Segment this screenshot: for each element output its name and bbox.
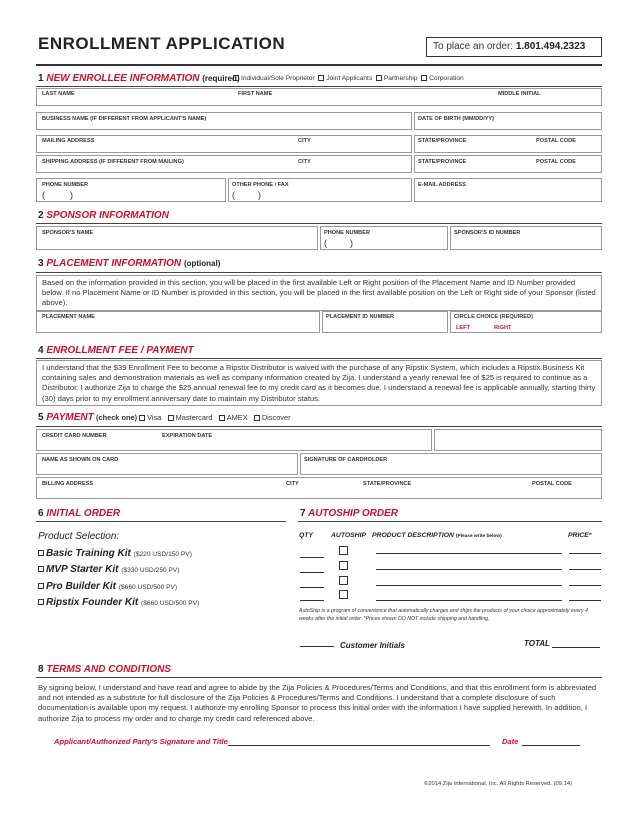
signature-label: Applicant/Authorized Party's Signature and Title	[54, 737, 228, 746]
checkbox-icon	[38, 566, 44, 572]
name-on-card-label: NAME AS SHOWN ON CARD	[42, 457, 119, 463]
product-mvp[interactable]: MVP Starter Kit ($330 USD/250 PV)	[38, 564, 179, 575]
product-founder[interactable]: Ripstix Founder Kit ($660 USD/500 PV)	[38, 597, 199, 608]
product-selection-label: Product Selection:	[38, 531, 120, 542]
placement-info-text: Based on the information provided in this section, you will be placed in the first available Left or Right position of the Placement Name and ID Number provided below. If no Placement Name or ID Number is provided in this section, you will be placed in the first available position on the Left or Right side of your Sponsor (listed above).	[42, 278, 596, 308]
checkbox-icon	[139, 415, 145, 421]
autoship-checkbox-3[interactable]	[339, 576, 348, 585]
copyright: ©2014 Zija International, Inc. All Rights Reserved. (09.14)	[424, 781, 572, 787]
autoship-checkbox-1[interactable]	[339, 546, 348, 555]
order-prefix: To place an order:	[433, 41, 514, 52]
qty-line-2[interactable]	[300, 572, 324, 573]
checkbox-icon	[318, 75, 324, 81]
checkbox-icon	[168, 415, 174, 421]
sponsor-phone-open: (	[324, 238, 327, 248]
option-individual[interactable]: Individual/Sole Proprietor	[233, 75, 315, 82]
billing-state-label: STATE/PROVINCE	[363, 481, 412, 487]
signature-line[interactable]	[228, 745, 490, 746]
price-header: PRICE*	[568, 532, 592, 539]
desc-line-2[interactable]	[376, 569, 562, 570]
checkbox-icon	[233, 75, 239, 81]
shipping-state-label: STATE/PROVINCE	[418, 159, 467, 165]
option-amex[interactable]: AMEX	[219, 413, 248, 422]
qty-header: QTY	[299, 532, 313, 539]
billing-city-label: CITY	[286, 481, 299, 487]
checkbox-icon	[376, 75, 382, 81]
section-2-heading: 2 SPONSOR INFORMATION	[38, 210, 169, 221]
mailing-city-label: CITY	[298, 138, 311, 144]
product-basic[interactable]: Basic Training Kit ($220 USD/150 PV)	[38, 548, 192, 559]
desc-line-3[interactable]	[376, 585, 562, 586]
mailing-postal-label: POSTAL CODE	[536, 138, 576, 144]
phone-label: PHONE NUMBER	[42, 182, 88, 188]
other-phone-label: OTHER PHONE / FAX	[232, 182, 289, 188]
sponsor-name-label: SPONSOR'S NAME	[42, 230, 94, 236]
date-label: Date	[502, 737, 519, 746]
product-pro[interactable]: Pro Builder Kit ($660 USD/500 PV)	[38, 581, 177, 592]
section-3-heading: 3 PLACEMENT INFORMATION (optional)	[38, 258, 221, 269]
customer-initials-label: Customer Initials	[340, 641, 405, 650]
section-7-heading: 7 AUTOSHIP ORDER	[300, 508, 398, 519]
other-phone-area-close: )	[258, 190, 261, 200]
total-line[interactable]	[552, 647, 600, 648]
fee-info-text: I understand that the $39 Enrollment Fee to become a Ripstix Distributor is waived with the purchase of any Ripstix System, which includes a Ripstix Business Kit containing sales and demonstration materials as well as company information created by Zija. I understand a yearly renewal fee of $25 is required to continue as a Distributor. I authorize Zija to charge the $25 annual renewal fee to my credit card as it becomes due. I understand a renewal fee is applicable annually, starting thirty (30) days prior to my enrollment anniversary date to maintain my Distributor status.	[42, 363, 596, 403]
section-1-heading: 1 NEW ENROLLEE INFORMATION (required)	[38, 73, 240, 84]
terms-text: By signing below, I understand and have read and agree to abide by the Zija Policies & Procedures/Terms and Conditions, and that this enrollment form is abbreviated and not intended as a substitute for full disclosure of the Zija Policies & Procedures/Terms and Conditions. I understand that a complete disclosure of such documentation is available upon my request. I authorize my enrolling Sponsor to process this initial order with the information I have supplied herewith. In addition, I authorize Zija to process my order and to charge my credit card referenced above.	[38, 683, 597, 723]
checkbox-icon	[38, 599, 44, 605]
dob-label: DATE OF BIRTH (MM/DD/YY)	[418, 116, 495, 122]
phone-area-open: (	[42, 190, 45, 200]
checkbox-icon	[219, 415, 225, 421]
billing-address-field[interactable]	[36, 477, 602, 499]
billing-postal-label: POSTAL CODE	[532, 481, 572, 487]
section-4-heading: 4 ENROLLMENT FEE / PAYMENT	[38, 345, 194, 356]
price-line-2[interactable]	[569, 569, 601, 570]
cardholder-signature-label: SIGNATURE OF CARDHOLDER	[304, 457, 388, 463]
qty-line-4[interactable]	[300, 600, 324, 601]
circle-choice-label: CIRCLE CHOICE (REQUIRED)	[454, 314, 533, 320]
other-phone-area-open: (	[232, 190, 235, 200]
header-rule	[36, 64, 602, 66]
checkbox-icon	[38, 583, 44, 589]
section-5-heading: 5 PAYMENT	[38, 412, 94, 423]
email-label: E-MAIL ADDRESS	[418, 182, 466, 188]
option-corporation[interactable]: Corporation	[421, 75, 463, 82]
card-extra-field[interactable]	[434, 429, 602, 451]
sponsor-phone-close: )	[350, 238, 353, 248]
mailing-address-label: MAILING ADDRESS	[42, 138, 95, 144]
desc-line-1[interactable]	[376, 553, 562, 554]
placement-id-label: PLACEMENT ID NUMBER	[326, 314, 395, 320]
shipping-city-label: CITY	[298, 159, 311, 165]
shipping-address-label: SHIPPING ADDRESS (IF DIFFERENT FROM MAILING)	[42, 159, 184, 165]
business-name-label: BUSINESS NAME (IF DIFFERENT FROM APPLICANT'S NAME)	[42, 116, 207, 122]
middle-initial-label: MIDDLE INITIAL	[498, 91, 541, 97]
price-line-3[interactable]	[569, 585, 601, 586]
page-title: ENROLLMENT APPLICATION	[38, 34, 286, 53]
placement-name-label: PLACEMENT NAME	[42, 314, 95, 320]
order-phone-box	[426, 37, 602, 57]
total-label: TOTAL	[524, 639, 550, 648]
option-mastercard[interactable]: Mastercard	[168, 413, 213, 422]
autoship-header: AUTOSHIP	[331, 532, 366, 539]
section-8-heading: 8 TERMS AND CONDITIONS	[38, 664, 171, 675]
shipping-postal-label: POSTAL CODE	[536, 159, 576, 165]
sponsor-phone-label: PHONE NUMBER	[324, 230, 370, 236]
first-name-label: FIRST NAME	[238, 91, 273, 97]
autoship-checkbox-2[interactable]	[339, 561, 348, 570]
mailing-state-label: STATE/PROVINCE	[418, 138, 467, 144]
last-name-label: LAST NAME	[42, 91, 75, 97]
expiration-label: EXPIRATION DATE	[162, 433, 213, 439]
sponsor-id-label: SPONSOR'S ID NUMBER	[454, 230, 521, 236]
desc-line-4[interactable]	[376, 600, 562, 601]
checkbox-icon	[254, 415, 260, 421]
price-line-1[interactable]	[569, 553, 601, 554]
payment-options: (check one) Visa Mastercard AMEX Discover	[96, 413, 291, 422]
option-visa[interactable]: Visa	[139, 413, 161, 422]
billing-address-label: BILLING ADDRESS	[42, 481, 94, 487]
product-desc-header: PRODUCT DESCRIPTION (Please write below)	[372, 532, 502, 539]
entity-type-options	[233, 75, 464, 82]
choice-left[interactable]: LEFT	[456, 325, 470, 331]
option-discover[interactable]: Discover	[254, 413, 291, 422]
autoship-note: AutoShip is a program of convenience that automatically charges and ships the products of your choice approximately every 4 weeks after the initial order. *Prices shown DO NOT include shipping and handling.	[299, 608, 588, 622]
phone-area-close: )	[70, 190, 73, 200]
choice-right[interactable]: RIGHT	[494, 325, 512, 331]
card-number-label: CREDIT CARD NUMBER	[42, 433, 107, 439]
autoship-checkbox-4[interactable]	[339, 590, 348, 599]
qty-line-1[interactable]	[300, 557, 324, 558]
checkbox-icon	[38, 550, 44, 556]
initials-line[interactable]	[300, 646, 334, 647]
date-line[interactable]	[522, 745, 580, 746]
qty-line-3[interactable]	[300, 587, 324, 588]
checkbox-icon	[421, 75, 427, 81]
option-partnership[interactable]: Partnership	[376, 75, 418, 82]
section-6-heading: 6 INITIAL ORDER	[38, 508, 121, 519]
option-joint[interactable]: Joint Applicants	[318, 75, 372, 82]
order-phone: 1.801.494.2323	[515, 41, 586, 52]
price-line-4[interactable]	[569, 600, 601, 601]
